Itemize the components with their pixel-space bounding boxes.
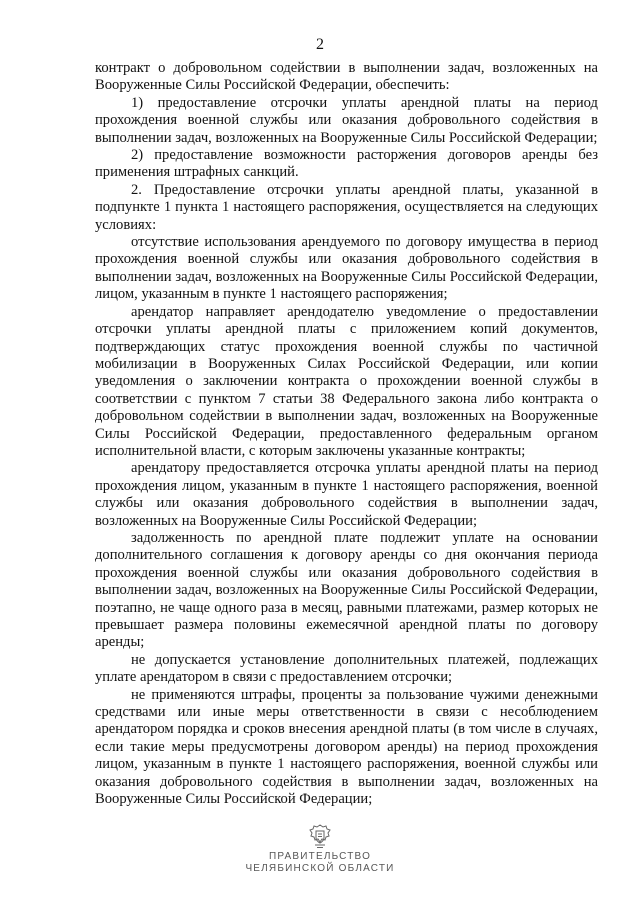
paragraph-item-2: 2) предоставление возможности расторжения договоров аренды без применения штрафных санкций. <box>95 147 598 181</box>
stamp-line-1: ПРАВИТЕЛЬСТВО <box>268 851 372 862</box>
paragraph-condition-1: отсутствие использования арендуемого по договору имущества в период прохождения военной службы или оказания добровольного содействия в выполнении задач, возложенных на Вооруженные Силы Российской Федерации, лицом, указанным в пункте 1 настоящего распоряжения; <box>95 234 598 303</box>
stamp-line-2: ЧЕЛЯБИНСКОЙ ОБЛАСТИ <box>245 863 395 874</box>
paragraph-item-1: 1) предоставление отсрочки уплаты арендной платы на период прохождения военной службы или оказания добровольного содействия в выполнении задач, возложенных на Вооруженные Силы Российской Федерации; <box>95 94 598 146</box>
paragraph-condition-4: задолженность по арендной плате подлежит уплате на основании дополнительного соглашения к договору аренды со дня окончания периода прохождения военной службы или оказания добровольного содействия в выполнении задач, возложенных на Вооруженные Силы Российской Федерации, поэтапно, не чаще одного раза в месяц, равными платежами, размер которых не превышает размера половины ежемесячной арендной платы по договору аренды; <box>95 529 598 651</box>
paragraph-condition-5: не допускается установление дополнительных платежей, подлежащих уплате арендатором в связи с предоставлением отсрочки; <box>95 651 598 686</box>
paragraph-section-2: 2. Предоставление отсрочки уплаты арендной платы, указанной в подпункте 1 пункта 1 настоящего распоряжения, осуществляется на следующих условиях: <box>95 181 598 233</box>
coat-of-arms-icon <box>307 822 333 850</box>
paragraph-condition-2: арендатор направляет арендодателю уведомление о предоставлении отсрочки уплаты арендной платы с приложением копий документов, подтверждающих статус прохождения военной службы по частичной мобилизации в Вооруженных Силах Российской Федерации, или копии уведомления о заключении контракта о прохождении военной службы в соответствии с пунктом 7 статьи 38 Федерального закона либо контракта о добровольном содействии в выполнении задач, возложенных на Вооруженные Силы Российской Федерации, предоставленного федеральным органом исполнительной власти, с которым заключены указанные контракты; <box>95 303 598 459</box>
page-number: 2 <box>316 36 324 53</box>
paragraph-continuation: контракт о добровольном содействии в выполнении задач, возложенных на Вооруженные Силы Российской Федерации, обеспечить: <box>95 60 598 94</box>
paragraph-condition-3: арендатору предоставляется отсрочка уплаты арендной платы на период прохождения лицом, указанным в пункте 1 настоящего распоряжения, военной службы или оказания добровольного содействия в выполнении задач, возложенных на Вооруженные Силы Российской Федерации; <box>95 460 598 529</box>
document-body <box>95 60 598 808</box>
government-stamp <box>0 822 640 875</box>
paragraph-condition-6: не применяются штрафы, проценты за пользование чужими денежными средствами или иные меры ответственности в связи с несоблюдением арендатором порядка и сроков внесения арендной платы (в том числе в случаях, если такие меры предусмотрены договором аренды) на период прохождения лицом, указанным в пункте 1 настоящего распоряжения, военной службы или оказания добровольного содействия в выполнении задач, возложенных на Вооруженные Силы Российской Федерации; <box>95 686 598 808</box>
